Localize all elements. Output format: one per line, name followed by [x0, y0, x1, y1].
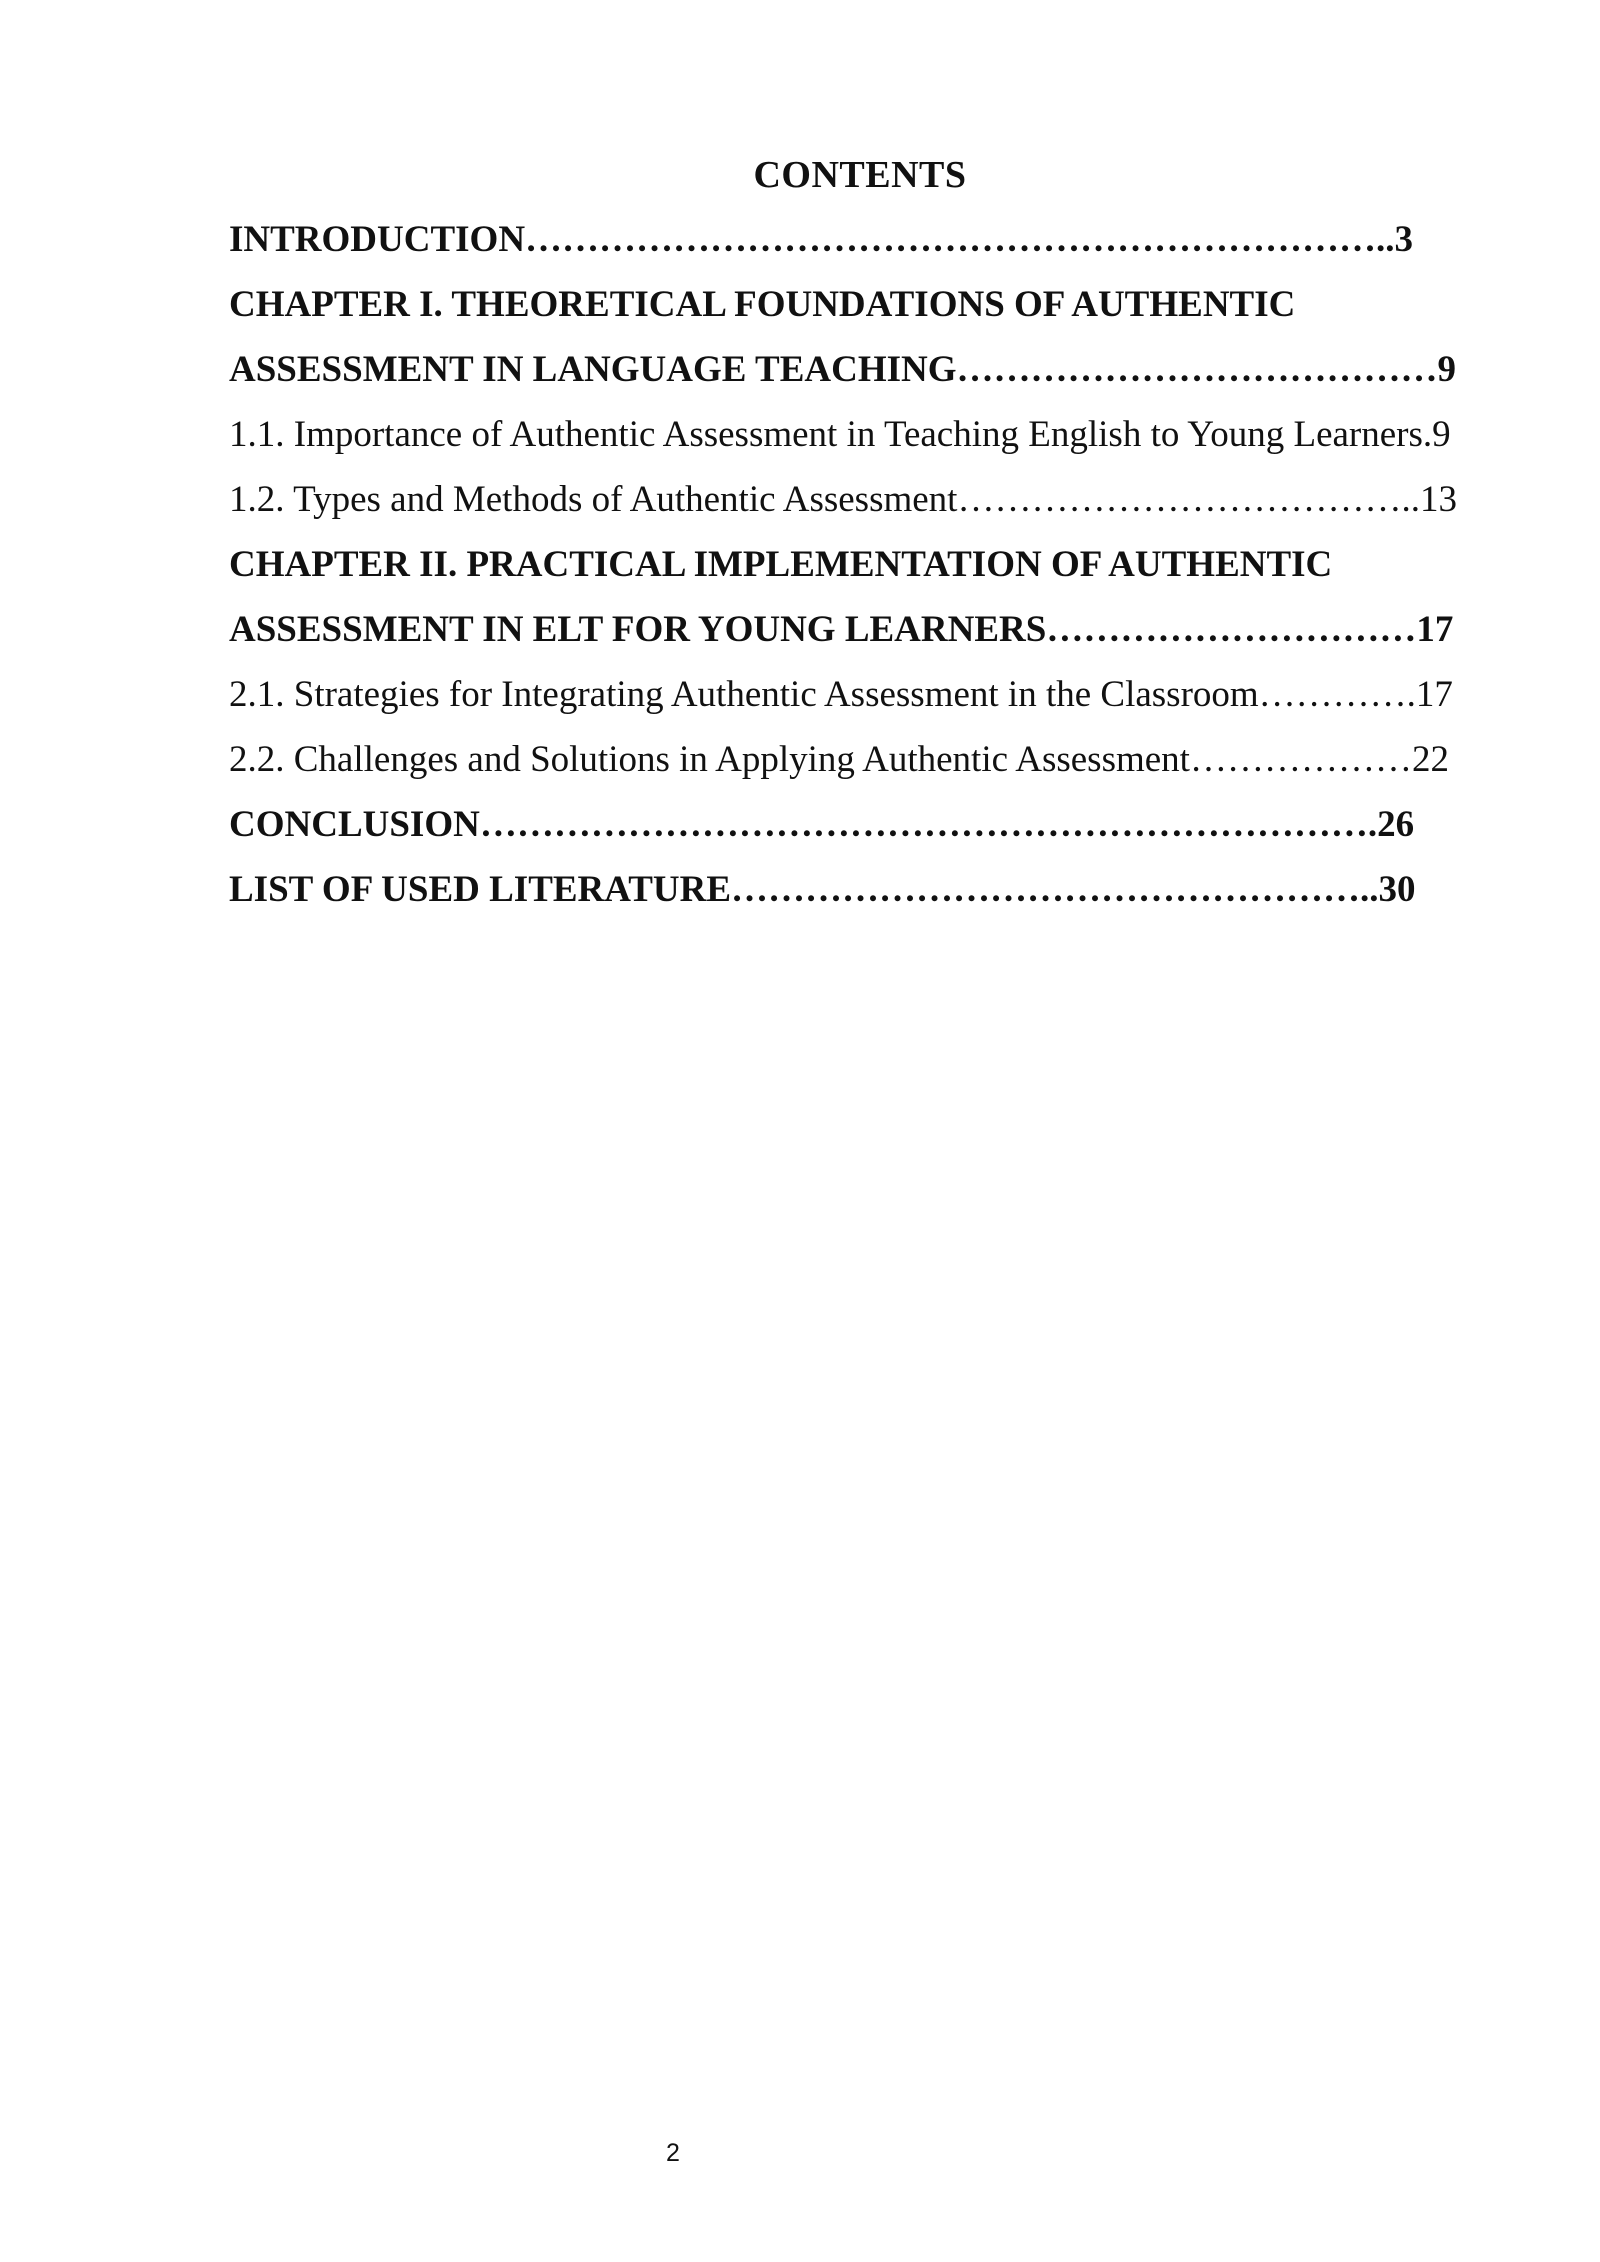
toc-entry-introduction: INTRODUCTION……………………………………………………………..3: [229, 219, 1414, 260]
toc-entry-1-2: 1.2. Types and Methods of Authentic Assessment………………………………..13: [229, 479, 1457, 520]
page-number: 2: [666, 2139, 680, 2167]
toc-entry-chapter-2-line-2: ASSESSMENT IN ELT FOR YOUNG LEARNERS…………………………17: [229, 609, 1454, 650]
toc-entry-literature: LIST OF USED LITERATURE……………………………………………..30: [229, 869, 1416, 910]
toc-entry-conclusion: CONCLUSION……………………………………………………………….26: [229, 804, 1415, 845]
toc-entry-2-2: 2.2. Challenges and Solutions in Applying Authentic Assessment………………22: [229, 739, 1449, 780]
toc-entry-chapter-2-line-1: CHAPTER II. PRACTICAL IMPLEMENTATION OF AUTHENTIC: [229, 544, 1333, 585]
toc-entry-1-1: 1.1. Importance of Authentic Assessment in Teaching English to Young Learners.9: [229, 414, 1451, 455]
toc-entry-chapter-1-line-1: CHAPTER I. THEORETICAL FOUNDATIONS OF AUTHENTIC: [229, 284, 1296, 325]
page-title: CONTENTS: [753, 154, 967, 196]
toc-entry-2-1: 2.1. Strategies for Integrating Authentic Assessment in the Classroom………….17: [229, 674, 1453, 715]
toc-entry-chapter-1-line-2: ASSESSMENT IN LANGUAGE TEACHING…………………………………9: [229, 349, 1457, 390]
